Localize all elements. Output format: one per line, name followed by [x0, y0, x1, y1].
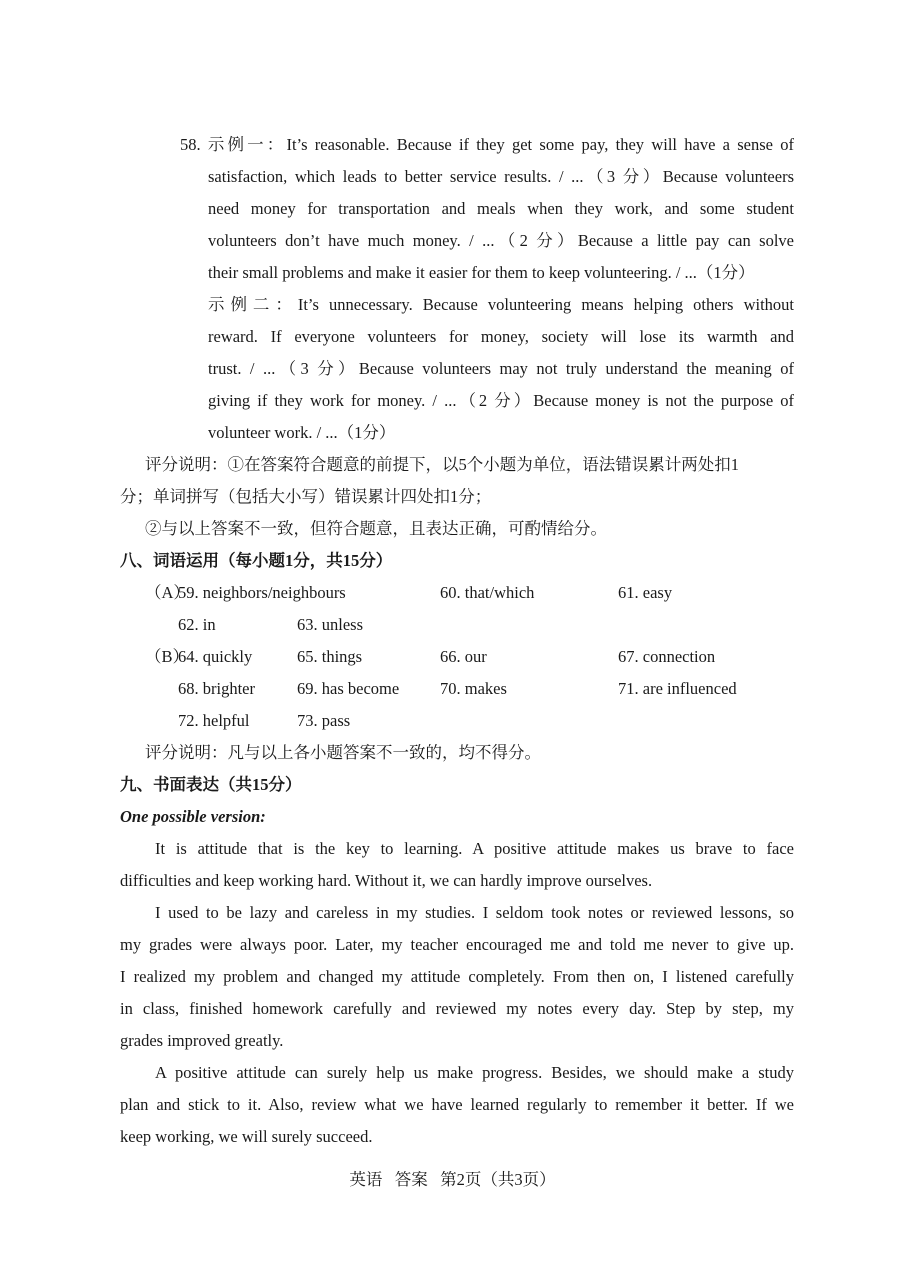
q58-line: volunteers don’t have much money. / ...（2 分）Because a little pay can solve [208, 231, 794, 250]
answer-62: 62. in [178, 615, 216, 634]
essay-line: keep working, we will surely succeed. [120, 1127, 373, 1146]
answer-65: 65. things [297, 647, 363, 666]
answer-72: 72. helpful [178, 711, 250, 730]
q58-line: reward. If everyone volunteers for money, society will lose its warmth and [208, 327, 794, 346]
essay-line: A positive attitude can surely help us make progress. Besides, we should make a study [155, 1063, 794, 1082]
essay-line: in class, finished homework carefully and reviewed my notes every day. Step by step, my [120, 999, 794, 1018]
answer-64: 64. quickly [178, 647, 253, 666]
q58-line: volunteer work. / ...（1分） [208, 423, 396, 442]
scoring-note-line: 评分说明：①在答案符合题意的前提下，以5个小题为单位，语法错误累计两处扣1 [145, 455, 739, 474]
q58-line: 示例二：It’s unnecessary. Because volunteering means helping others without [208, 295, 794, 314]
scoring-note-line: ②与以上答案不一致，但符合题意，且表达正确，可酌情给分。 [145, 519, 607, 538]
q58-line: need money for transportation and meals when they work, and some student [208, 199, 794, 218]
section-9-heading: 九、书面表达（共15分） [120, 775, 302, 794]
essay-line: plan and stick to it. Also, review what we have learned regularly to remember it better. If we [120, 1095, 794, 1114]
part-b-label: （B） [145, 647, 190, 666]
answer-68: 68. brighter [178, 679, 255, 698]
answer-61: 61. easy [618, 583, 673, 602]
section-8-scoring-note: 评分说明：凡与以上各小题答案不一致的，均不得分。 [145, 743, 541, 762]
scoring-note-line: 分；单词拼写（包括大小写）错误累计四处扣1分； [120, 487, 492, 506]
essay-line: I used to be lazy and careless in my studies. I seldom took notes or reviewed lessons, so [155, 903, 794, 922]
answer-67: 67. connection [618, 647, 716, 666]
page-footer: 英语 答案 第2页（共3页） [349, 1170, 556, 1189]
part-a-label: （A） [145, 583, 190, 602]
essay-line: difficulties and keep working hard. Without it, we can hardly improve ourselves. [120, 871, 653, 890]
answer-69: 69. has become [297, 679, 400, 698]
answer-59: 59. neighbors/neighbours [178, 583, 346, 602]
q58-line: satisfaction, which leads to better service results. / ...（3 分）Because volunteers [208, 167, 794, 186]
essay-line: grades improved greatly. [120, 1031, 284, 1050]
essay-line: It is attitude that is the key to learning. A positive attitude makes us brave to face [155, 839, 794, 858]
answer-70: 70. makes [440, 679, 507, 698]
answer-60: 60. that/which [440, 583, 535, 602]
q58-line: their small problems and make it easier for them to keep volunteering. / ...（1分） [208, 263, 755, 282]
answer-66: 66. our [440, 647, 487, 666]
section-8-heading: 八、词语运用（每小题1分，共15分） [120, 551, 393, 570]
answer-73: 73. pass [297, 711, 351, 730]
answer-71: 71. are influenced [618, 679, 737, 698]
answer-63: 63. unless [297, 615, 363, 634]
q58-line: giving if they work for money. / ...（2 分）Because money is not the purpose of [208, 391, 794, 410]
q58-line: 58. 示例一：It’s reasonable. Because if they get some pay, they will have a sense of [180, 135, 794, 154]
essay-line: I realized my problem and changed my attitude completely. From then on, I listened carefully [120, 967, 794, 986]
q58-line: trust. / ...（3 分）Because volunteers may not truly understand the meaning of [208, 359, 794, 378]
essay-line: my grades were always poor. Later, my teacher encouraged me and told me never to give up. [120, 935, 794, 954]
version-label: One possible version: [120, 807, 266, 826]
